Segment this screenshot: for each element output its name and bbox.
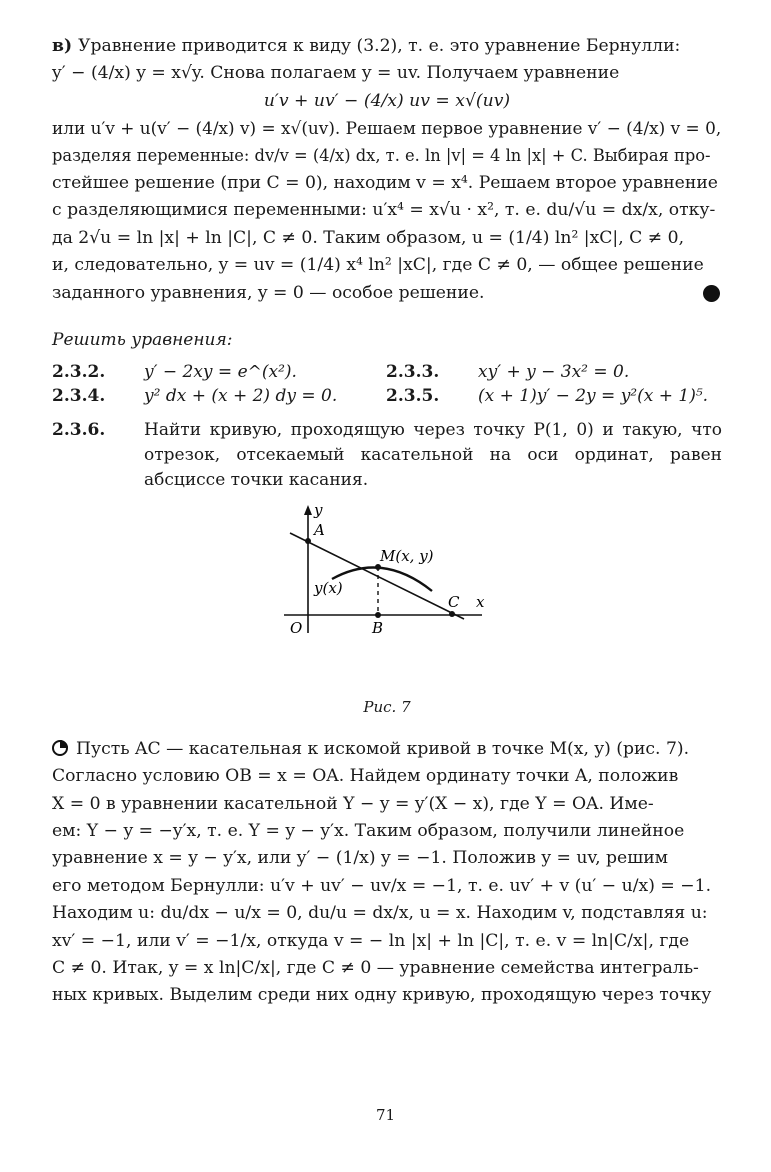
item-marker: в) [52,36,79,56]
figure-7 [52,503,722,693]
exercise-number: 2.3.5. [386,385,440,406]
exercise-text: (x + 1)y′ − 2y = y²(x + 1)⁵. [478,385,709,406]
example-line-2: y′ − (4/x) y = x√y. Снова полагаем y = uv. Получаем уравнение [52,63,620,84]
exercise-number: 2.3.4. [52,385,106,406]
label-x: x [476,592,485,611]
y-axis-arrow [304,505,312,515]
example-line-5: разделяя переменные: dv/v = (4/x) dx, т. е. ln |v| = 4 ln |x| + C. Выбирая про- [52,145,711,165]
solution-line-9: C ≠ 0. Итак, y = x ln|C/x|, где C ≠ 0 — уравнение семейства интеграль- [52,958,699,979]
solution-start-icon [52,740,68,756]
example-line-10 [52,281,722,308]
label-yx: y(x) [314,578,343,597]
exercises-heading: Решить уравнения: [52,329,233,350]
label-M: M(x, y) [380,546,434,565]
point-B [375,612,381,618]
exercise-row-2 [52,384,722,408]
solution-line-1 [52,737,722,764]
exercise-number: 2.3.3. [386,361,440,382]
problem-2-3-6 [52,418,722,493]
label-O: O [290,618,303,637]
example-line-4: или u′v + u(v′ − (4/x) v) = x√(uv). Решаем первое уравнение v′ − (4/x) v = 0, [52,118,722,139]
example-line-9: и, следовательно, y = uv = (1/4) x⁴ ln² |xC|, где C ≠ 0, — общее решение [52,255,704,276]
label-y: y [314,502,323,519]
figure-caption: Рис. 7 [363,697,411,716]
tangent-line [290,533,464,619]
example-line-1 [52,34,722,61]
solution-line-6: его методом Бернулли: u′v + uv′ − uv/x = −1, т. е. uv′ + v (u′ − u/x) = −1. [52,875,712,896]
solution-line-8: xv′ = −1, или v′ = −1/x, откуда v = − ln |x| + ln |C|, т. е. v = ln|C/x|, где [52,930,690,951]
exercise-row-1 [52,360,722,384]
display-equation: u′v + uv′ − (4/x) uv = x√(uv) [263,90,511,111]
text-line: заданного уравнения, y = 0 — особое решение. [52,282,485,303]
example-line-7: с разделяющимися переменными: u′x⁴ = x√u · x², т. е. du/√u = dx/x, отку- [52,200,716,221]
solution-line-2: Согласно условию OB = x = OA. Найдем ординату точки A, положив [52,766,679,787]
point-A [305,538,311,544]
label-A: A [314,520,325,539]
exercise-text: xy′ + y − 3x² = 0. [478,361,630,382]
solution-line-5: уравнение x = y − y′x, или y′ − (1/x) y = −1. Положив y = uv, решим [52,848,669,869]
solution-line-10: ных кривых. Выделим среди них одну кривую, проходящую через точку [52,985,712,1006]
exercise-number: 2.3.2. [52,361,106,382]
page-content [52,34,722,1011]
text-line: Пусть AC — касательная к искомой кривой в точке M(x, y) (рис. 7). [76,738,690,759]
text-line: Уравнение приводится к виду (3.2), т. е. это уравнение Бернулли: [78,36,681,56]
point-C [449,611,455,617]
tangent-diagram [52,503,722,693]
exercise-text: y′ − 2xy = e^(x²). [144,361,297,382]
solution [52,737,722,1011]
problem-text: Найти кривую, проходящую через точку P(1, 0) и такую, что отрезок, отсекаемый касательной на оси ординат, равен абсциссе точки касания. [144,419,722,490]
solution-line-3: X = 0 в уравнении касательной Y − y = y′(X − x), где Y = OA. Име- [52,793,654,814]
label-C: C [448,592,460,611]
example-line-8: да 2√u = ln |x| + ln |C|, C ≠ 0. Таким образом, u = (1/4) ln² |xC|, C ≠ 0, [52,227,685,248]
label-B: B [372,618,384,637]
end-of-solution-icon [703,285,720,302]
solution-line-4: ем: Y − y = −y′x, т. е. Y = y − y′x. Таким образом, получили линейное [52,821,685,842]
example-line-6: стейшее решение (при C = 0), находим v = x⁴. Решаем второе уравнение [52,172,718,193]
solution-line-7: Находим u: du/dx − u/x = 0, du/u = dx/x, u = x. Находим v, подставляя u: [52,903,708,924]
exercise-number: 2.3.6. [52,419,106,440]
example-v [52,34,722,308]
exercise-text: y² dx + (x + 2) dy = 0. [144,385,338,406]
page-number: 71 [375,1106,396,1124]
